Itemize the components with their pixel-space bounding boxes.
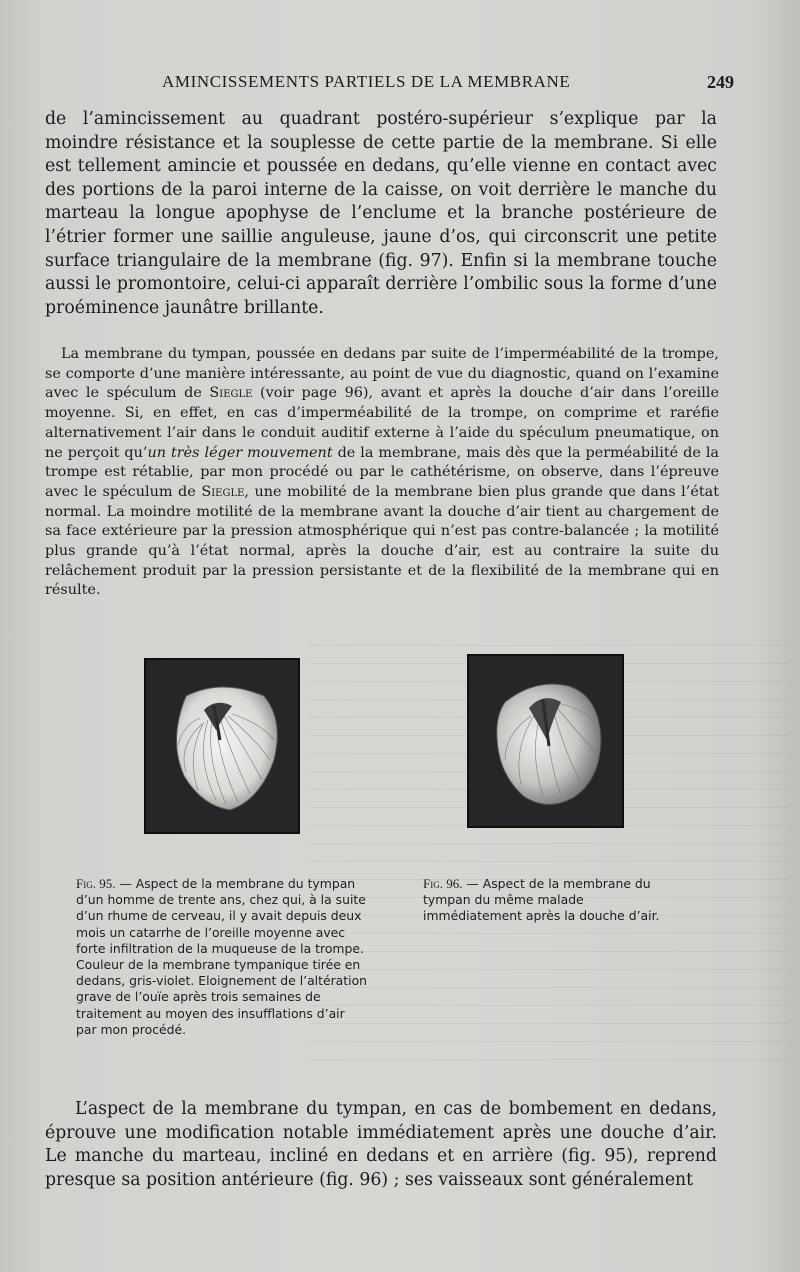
- paragraph-2-part-c: de la membrane, mais dès que la perméabilité de la trompe est rétablie, par mon procédé ou par le cathétérisme, on observe, dans l’épreuve avec le spéculum de: [45, 444, 720, 500]
- figure-96-label: Fig. 96.: [423, 876, 463, 891]
- figure-96-illustration: [467, 654, 624, 828]
- figure-95-caption: [76, 876, 368, 1038]
- tympanic-membrane-drawing-96: [469, 656, 622, 826]
- author-siegle-1: Siegle: [209, 385, 253, 402]
- figure-95-label: Fig. 95.: [76, 876, 116, 891]
- paragraph-2: [45, 345, 719, 601]
- tympanic-membrane-drawing-95: [146, 660, 298, 832]
- paragraph-2-part-d: , une mobilité de la membrane bien plus grande que dans l’état normal. La moindre motilité de la membrane avant la douche d’air tient au chargement de sa face extérieure par la pression atmosphérique qui n’est pas contre-balancée ; la motilité plus grande qu’à l’état normal, après la douche d’air, est au contraire la suite du relâchement produit par la pression persistante et de la flexibilité de la membrane qui en résulte.: [45, 483, 720, 599]
- paragraph-2-part-a: La membrane du tympan, poussée en dedans par suite de l’imperméabilité de la trompe, se comporte d’une manière intéressante, au point de vue du diagnostic, quand on l’examine avec le spéculum de: [45, 346, 719, 402]
- paragraph-1: de l’amincissement au quadrant postéro-supérieur s’explique par la moindre résistance et la souplesse de cette partie de la membrane. Si elle est tellement amincie et poussée en dedans, qu’elle vienne en contact avec des portions de la paroi interne de la caisse, on voit derrière le manche du marteau la longue apophyse de l’enclume et la branche postérieure de l’étrier former une saillie anguleuse, jaune d’os, qui circonscrit une petite surface triangulaire de la membrane (fig. 97). Enfin si la membrane touche aussi le promontoire, celui-ci apparaît derrière l’ombilic sous la forme d’une proéminence jaunâtre brillante.: [45, 109, 717, 318]
- running-head: AMINCISSEMENTS PARTIELS DE LA MEMBRANE: [162, 72, 571, 91]
- paragraph-2-italic: un très léger mouvement: [147, 444, 333, 461]
- figure-95-caption-text: — Aspect de la membrane du tympan d’un homme de trente ans, chez qui, à la suite d’un rhume de cerveau, il y avait depuis deux mois un catarrhe de l’oreille moyenne avec forte infiltration de la muqueuse de la trompe. Couleur de la membrane tympanique tirée en dedans, gris-violet. Eloignement de l’altération grave de l’ouïe après trois semaines de traitement au moyen des insufflations d’air par mon procédé.: [76, 876, 368, 1037]
- figure-95-illustration: [144, 658, 300, 834]
- page-header: [44, 72, 734, 98]
- author-siegle-2: Siegle: [201, 483, 245, 500]
- page-number: 249: [707, 72, 734, 92]
- paragraph-3: L’aspect de la membrane du tympan, en cas de bombement en dedans, éprouve une modification notable immédiatement après une douche d’air. Le manche du marteau, incliné en dedans et en arrière (fig. 95), reprend presque sa position antérieure (fig. 96) ; ses vaisseaux sont généralement: [45, 1099, 717, 1190]
- paragraph-2-qu: qu’: [124, 444, 148, 461]
- figure-96-caption-text: — Aspect de la membrane du tympan du même malade immédiatement après la douche d’air.: [423, 876, 660, 924]
- figure-96-caption: [423, 876, 673, 925]
- paragraph-2-part-b: (voir page 96), avant et après la douche d’air dans l’oreille moyenne. Si, en effet, en cas d’imperméabilité de la trompe, on comprime et raréfie alternativement l’air dans le conduit auditif externe à l’aide du spéculum pneumatique, on ne perçoit: [45, 385, 719, 461]
